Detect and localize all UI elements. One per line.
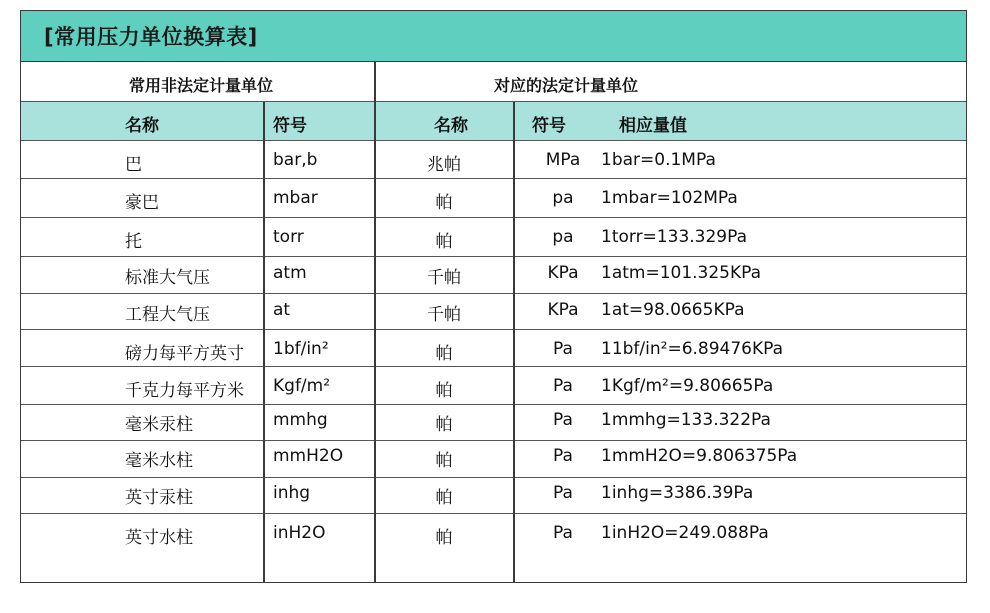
cell-value: 1inhg=3386.39Pa: [601, 483, 754, 503]
cell-legal-symbol: Pa: [553, 339, 573, 359]
cell-value: 1at=98.0665KPa: [601, 300, 745, 320]
cell-name: 英寸汞柱: [125, 488, 193, 508]
row-divider: [21, 178, 966, 179]
cell-name: 千克力每平方米: [125, 381, 244, 401]
cell-symbol: torr: [273, 227, 304, 247]
divider: [21, 140, 966, 141]
row-divider: [21, 329, 966, 330]
cell-legal-name: 帕: [435, 193, 453, 213]
cell-symbol: bar,b: [273, 150, 318, 170]
cell-symbol: atm: [273, 263, 307, 283]
cell-legal-name: 帕: [435, 344, 453, 364]
cell-name: 毫米水柱: [125, 451, 193, 471]
row-divider: [21, 293, 966, 294]
cell-legal-name: 帕: [435, 232, 453, 252]
cell-name: 标准大气压: [125, 268, 210, 288]
cell-legal-name: 帕: [435, 415, 453, 435]
cell-symbol: Kgf/m²: [273, 376, 331, 396]
cell-symbol: mmhg: [273, 410, 328, 430]
column-divider: [263, 102, 265, 583]
cell-legal-symbol: Pa: [553, 410, 573, 430]
cell-name: 巴: [125, 155, 142, 175]
cell-symbol: at: [273, 300, 291, 320]
row-divider: [21, 440, 966, 441]
conversion-table: [20, 10, 967, 583]
cell-legal-symbol: KPa: [547, 263, 579, 283]
cell-legal-symbol: pa: [552, 227, 574, 247]
cell-name: 英寸水柱: [125, 528, 193, 548]
cell-value: 1mbar=102MPa: [601, 188, 738, 208]
cell-symbol: inH2O: [273, 523, 326, 543]
cell-value: 1mmhg=133.322Pa: [601, 410, 771, 430]
cell-legal-name: 帕: [435, 451, 453, 471]
cell-name: 豪巴: [125, 193, 159, 213]
cell-legal-symbol: Pa: [553, 376, 573, 396]
column-header-value: 相应量值: [619, 116, 687, 136]
cell-legal-symbol: Pa: [553, 523, 573, 543]
cell-legal-symbol: Pa: [553, 446, 573, 466]
cell-value: 1bar=0.1MPa: [601, 150, 716, 170]
cell-legal-symbol: pa: [552, 188, 574, 208]
row-divider: [21, 513, 966, 514]
cell-legal-symbol: Pa: [553, 483, 573, 503]
cell-symbol: inhg: [273, 483, 311, 503]
column-header-name: 名称: [125, 116, 159, 136]
cell-value: 11bf/in²=6.89476KPa: [601, 339, 784, 359]
cell-legal-name: 帕: [435, 381, 453, 401]
column-header-symbol: 符号: [273, 116, 307, 136]
cell-symbol: 1bf/in²: [273, 339, 329, 359]
cell-symbol: mbar: [273, 188, 318, 208]
cell-value: 1Kgf/m²=9.80665Pa: [601, 376, 774, 396]
cell-value: 1inH2O=249.088Pa: [601, 523, 769, 543]
row-divider: [21, 477, 966, 478]
row-divider: [21, 256, 966, 257]
cell-value: 1mmH2O=9.806375Pa: [601, 446, 798, 466]
column-divider: [513, 102, 515, 583]
cell-legal-symbol: MPa: [545, 150, 581, 170]
group-header-right: 对应的法定计量单位: [493, 76, 638, 95]
column-header-row: [21, 102, 966, 140]
column-divider: [374, 62, 376, 583]
group-header-left: 常用非法定计量单位: [128, 76, 273, 95]
column-header-legal-name: 名称: [434, 116, 468, 136]
row-divider: [21, 366, 966, 367]
row-divider: [21, 404, 966, 405]
cell-value: 1torr=133.329Pa: [601, 227, 748, 247]
column-header-legal-symbol: 符号: [532, 116, 566, 136]
cell-legal-name: 兆帕: [427, 155, 461, 175]
table-title: [常用压力单位换算表]: [44, 25, 258, 49]
cell-legal-name: 帕: [435, 488, 453, 508]
cell-legal-name: 千帕: [427, 305, 461, 325]
cell-name: 磅力每平方英寸: [125, 344, 244, 364]
title-bar: [21, 11, 966, 62]
cell-legal-name: 帕: [435, 528, 453, 548]
cell-name: 毫米汞柱: [125, 415, 193, 435]
cell-name: 托: [125, 232, 142, 252]
cell-symbol: mmH2O: [273, 446, 344, 466]
row-divider: [21, 217, 966, 218]
cell-value: 1atm=101.325KPa: [601, 263, 762, 283]
cell-name: 工程大气压: [125, 305, 210, 325]
cell-legal-symbol: KPa: [547, 300, 579, 320]
cell-legal-name: 千帕: [427, 268, 461, 288]
